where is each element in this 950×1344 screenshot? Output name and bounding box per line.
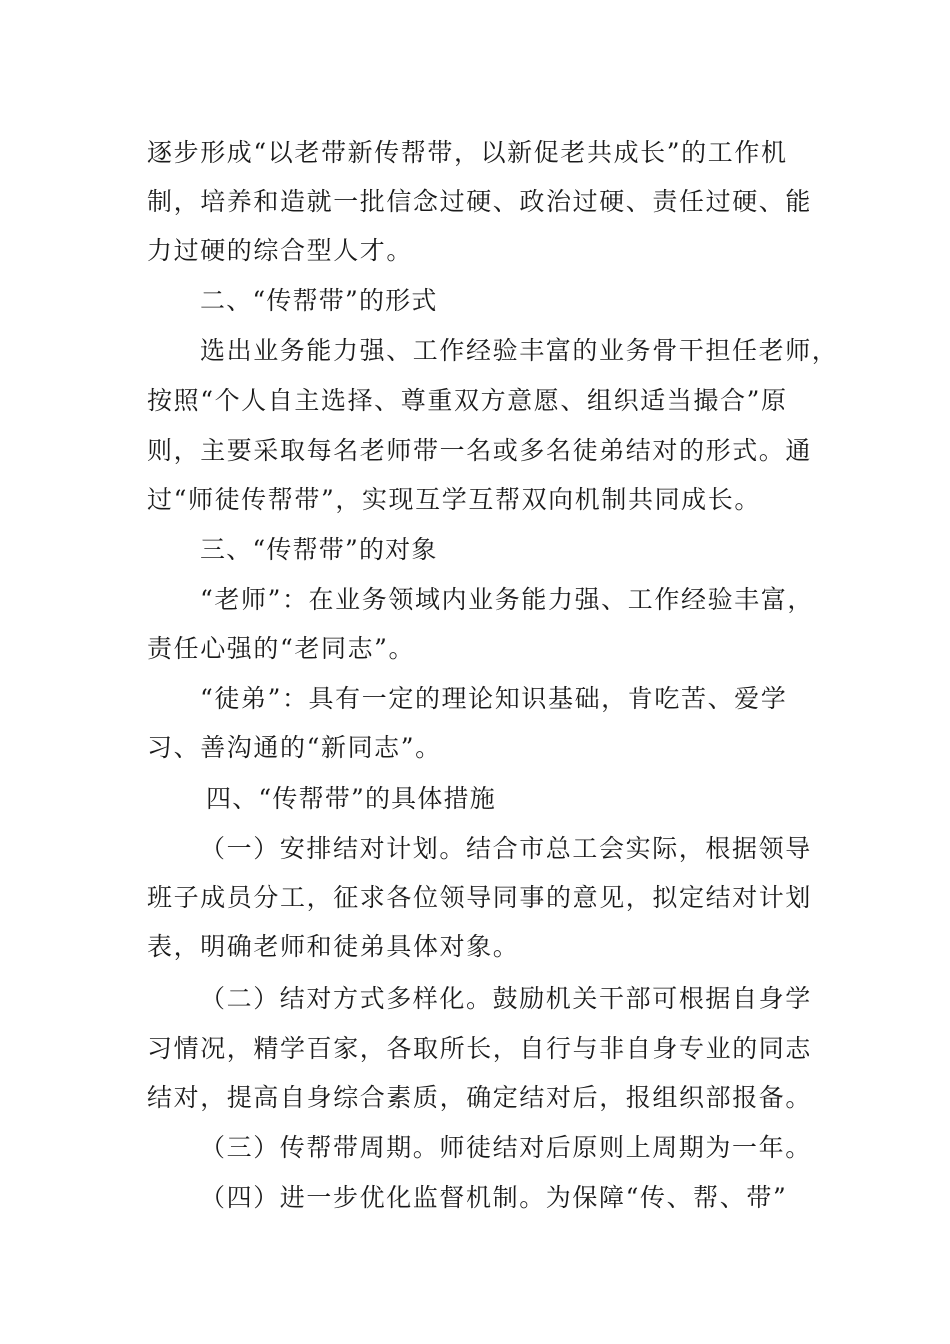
body-text-line: 班子成员分工，征求各位领导同事的意见，拟定结对计划 — [147, 883, 813, 912]
body-text-line: 选出业务能力强、工作经验丰富的业务骨干担任老师， — [200, 336, 839, 365]
body-text-line: 习、善沟通的“新同志”。 — [147, 733, 442, 762]
body-text-line: 责任心强的“老同志”。 — [147, 634, 416, 663]
body-text-line: 过“师徒传帮带”，实现互学互帮双向机制共同成长。 — [147, 485, 761, 514]
body-text-line: （三）传帮带周期。师徒结对后原则上周期为一年。 — [200, 1133, 812, 1162]
body-text-line: 逐步形成“以老带新传帮带，以新促老共成长”的工作机 — [147, 138, 788, 167]
body-text-line: （一）安排结对计划。结合市总工会实际，根据领导 — [200, 834, 812, 863]
section-heading-4: 四、“传帮带”的具体措施 — [206, 784, 496, 813]
section-heading-3: 三、“传帮带”的对象 — [200, 535, 438, 564]
body-text-line: 表，明确老师和徒弟具体对象。 — [147, 932, 520, 961]
body-text-line: 则，主要采取每名老师带一名或多名徒弟结对的形式。通 — [147, 436, 813, 465]
body-text-line: “徒弟”：具有一定的理论知识基础，肯吃苦、爱学 — [200, 684, 788, 713]
section-heading-2: 二、“传帮带”的形式 — [200, 286, 438, 315]
body-text-line: 结对，提高自身综合素质，确定结对后，报组织部报备。 — [147, 1083, 813, 1112]
body-text-line: 习情况，精学百家，各取所长，自行与非自身专业的同志 — [147, 1034, 813, 1063]
body-text-line: 制，培养和造就一批信念过硬、政治过硬、责任过硬、能 — [147, 187, 813, 216]
body-text-line: 按照“个人自主选择、尊重双方意愿、组织适当撮合”原 — [147, 386, 788, 415]
body-text-line: 力过硬的综合型人才。 — [147, 236, 414, 265]
body-text-line: “老师”：在业务领域内业务能力强、工作经验丰富， — [200, 585, 814, 614]
body-text-line: （四）进一步优化监督机制。为保障“传、帮、带” — [200, 1183, 788, 1212]
body-text-line: （二）结对方式多样化。鼓励机关干部可根据自身学 — [200, 984, 812, 1013]
